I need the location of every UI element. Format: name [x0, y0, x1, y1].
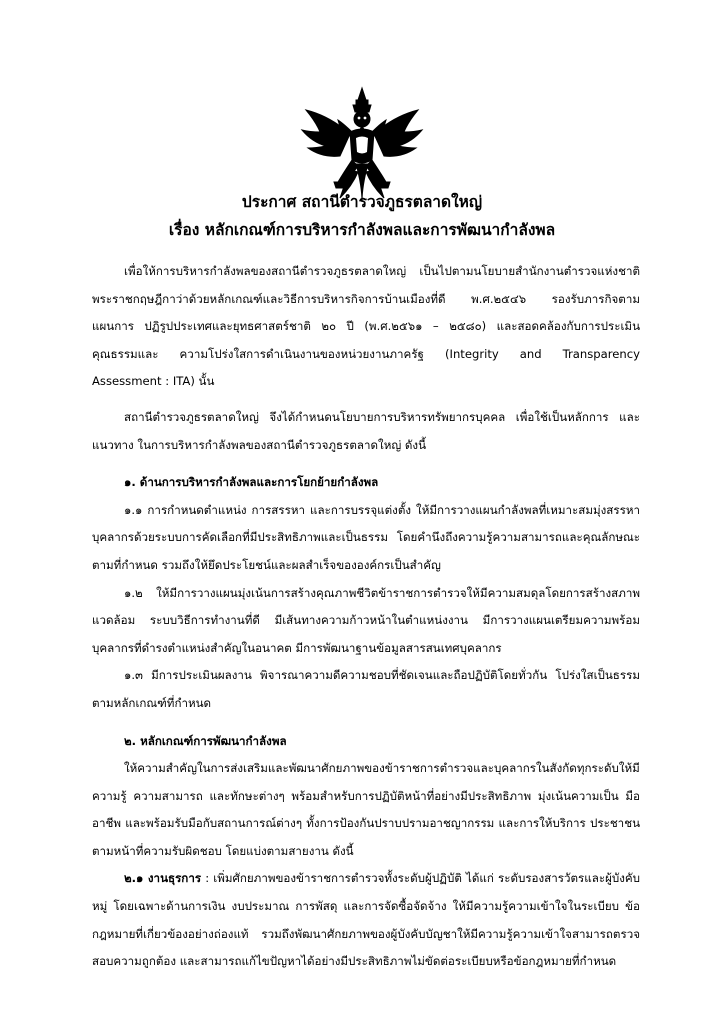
section-2-item-1-text: : เพิ่มศักยภาพของข้าราชการตำรวจทั้งระดับผู้ปฏิบัติ ได้แก่ ระดับรองสารวัตรและผู้บังคับหมู่ โดยเฉพาะด้านการเงิน งบประมาณ การพัสดุ และการจัดซื้อจัดจ้าง ให้มีความรู้ความเข้าใจในระเบียบ ข้อกฎหมายที่เกี่ยวข้องอย่างถ่องแท้ รวมถึงพัฒนาศักยภาพของผู้บังคับบัญชาให้มีความรู้ความเข้าใจสามารถตรวจสอบความถูกต้อง และสามารถแก้ไขปัญหาได้อย่างมีประสิทธิภาพไม่ขัดต่อระเบียบหรือข้อกฎหมายที่กำหนด	[92, 871, 640, 969]
section-2-item-1	[92, 865, 640, 975]
intro-paragraph-1: เพื่อให้การบริหารกำลังพลของสถานีตำรวจภูธรตลาดใหญ่ เป็นไปตามนโยบายสำนักงานตำรวจแห่งชาติ พระราชกฤษฎีกาว่าด้วยหลักเกณฑ์และวิธีการบริหารกิจการบ้านเมืองที่ดี พ.ศ.๒๕๔๖ รองรับภารกิจตาม แผนการ ปฏิรูปประเทศและยุทธศาสตร์ชาติ ๒๐ ปี (พ.ศ.๒๕๖๑ – ๒๕๘๐) และสอดคล้องกับการประเมิน คุณธรรมและ ความโปร่งใสการดำเนินงานของหน่วยงานภาครัฐ (Integrity and Transparency Assessment : ITA) นั้น	[92, 264, 640, 389]
section-1-item-1: ๑.๑ การกำหนดตำแหน่ง การสรรหา และการบรรจุแต่งตั้ง ให้มีการวางแผนกำลังพลที่เหมาะสมมุ่งสรรหาบุคลากรด้วยระบบการคัดเลือกที่มีประสิทธิภาพและเป็นธรรม โดยคำนึงถึงความรู้ความสามารถและคุณลักษณะตามที่กำหนด รวมถึงให้ยึดประโยชน์และผลสำเร็จขององค์กรเป็นสำคัญ	[92, 502, 640, 572]
document-body	[92, 258, 640, 976]
intro-paragraph-2: สถานีตำรวจภูธรตลาดใหญ่ จึงได้กำหนดนโยบายการบริหารทรัพยากรบุคคล เพื่อใช้เป็นหลักการ และ แนวทาง ในการบริหารกำลังพลของสถานีตำรวจภูธรตลาดใหญ่ ดังนี้	[92, 409, 640, 452]
announcement-subject: เรื่อง หลักเกณฑ์การบริหารกำลังพลและการพัฒนากำลังพล	[168, 221, 556, 239]
section-1-heading: ๑. ด้านการบริหารกำลังพลและการโยกย้ายกำลังพล	[124, 475, 379, 490]
section-1-item-3: ๑.๓ มีการประเมินผลงาน พิจารณาความดีความชอบที่ชัดเจนและถือปฏิบัติโดยทั่วกัน โปร่งใสเป็นธรรม ตามหลักเกณฑ์ที่กำหนด	[92, 668, 640, 710]
section-2-heading: ๒. หลักเกณฑ์การพัฒนากำลังพล	[124, 733, 287, 748]
announcement-title: ประกาศ สถานีตำรวจภูธรตลาดใหญ่	[241, 193, 483, 211]
section-2-intro: ให้ความสำคัญในการส่งเสริมและพัฒนาศักยภาพของข้าราชการตำรวจและบุคลากรในสังกัดทุกระดับให้มีความรู้ ความสามารถ และทักษะต่างๆ พร้อมสำหรับการปฏิบัติหน้าที่อย่างมีประสิทธิภาพ มุ่งเน้นความเป็น มืออาชีพ และพร้อมรับมือกับสถานการณ์ต่างๆ ทั้งการป้องกันปราบปรามอาชญากรรม และการให้บริการ ประชาชน ตามหน้าที่ความรับผิดชอบ โดยแบ่งตามสายงาน ดังนี้	[92, 761, 640, 858]
section-1-item-2: ๑.๒ ให้มีการวางแผนมุ่งเน้นการสร้างคุณภาพชีวิตข้าราชการตำรวจให้มีความสมดุลโดยการสร้างสภาพแวดล้อม ระบบวิธีการทำงานที่ดี มีเส้นทางความก้าวหน้าในตำแหน่งงาน มีการวางแผนเตรียมความพร้อม บุคลากรที่ดำรงตำแหน่งสำคัญในอนาคต มีการพัฒนาฐานข้อมูลสารสนเทศบุคลากร	[92, 585, 640, 655]
garuda-emblem-icon	[300, 86, 424, 204]
section-2-item-1-label: ๒.๑ งานธุรการ	[124, 871, 202, 886]
title-block	[0, 188, 724, 244]
